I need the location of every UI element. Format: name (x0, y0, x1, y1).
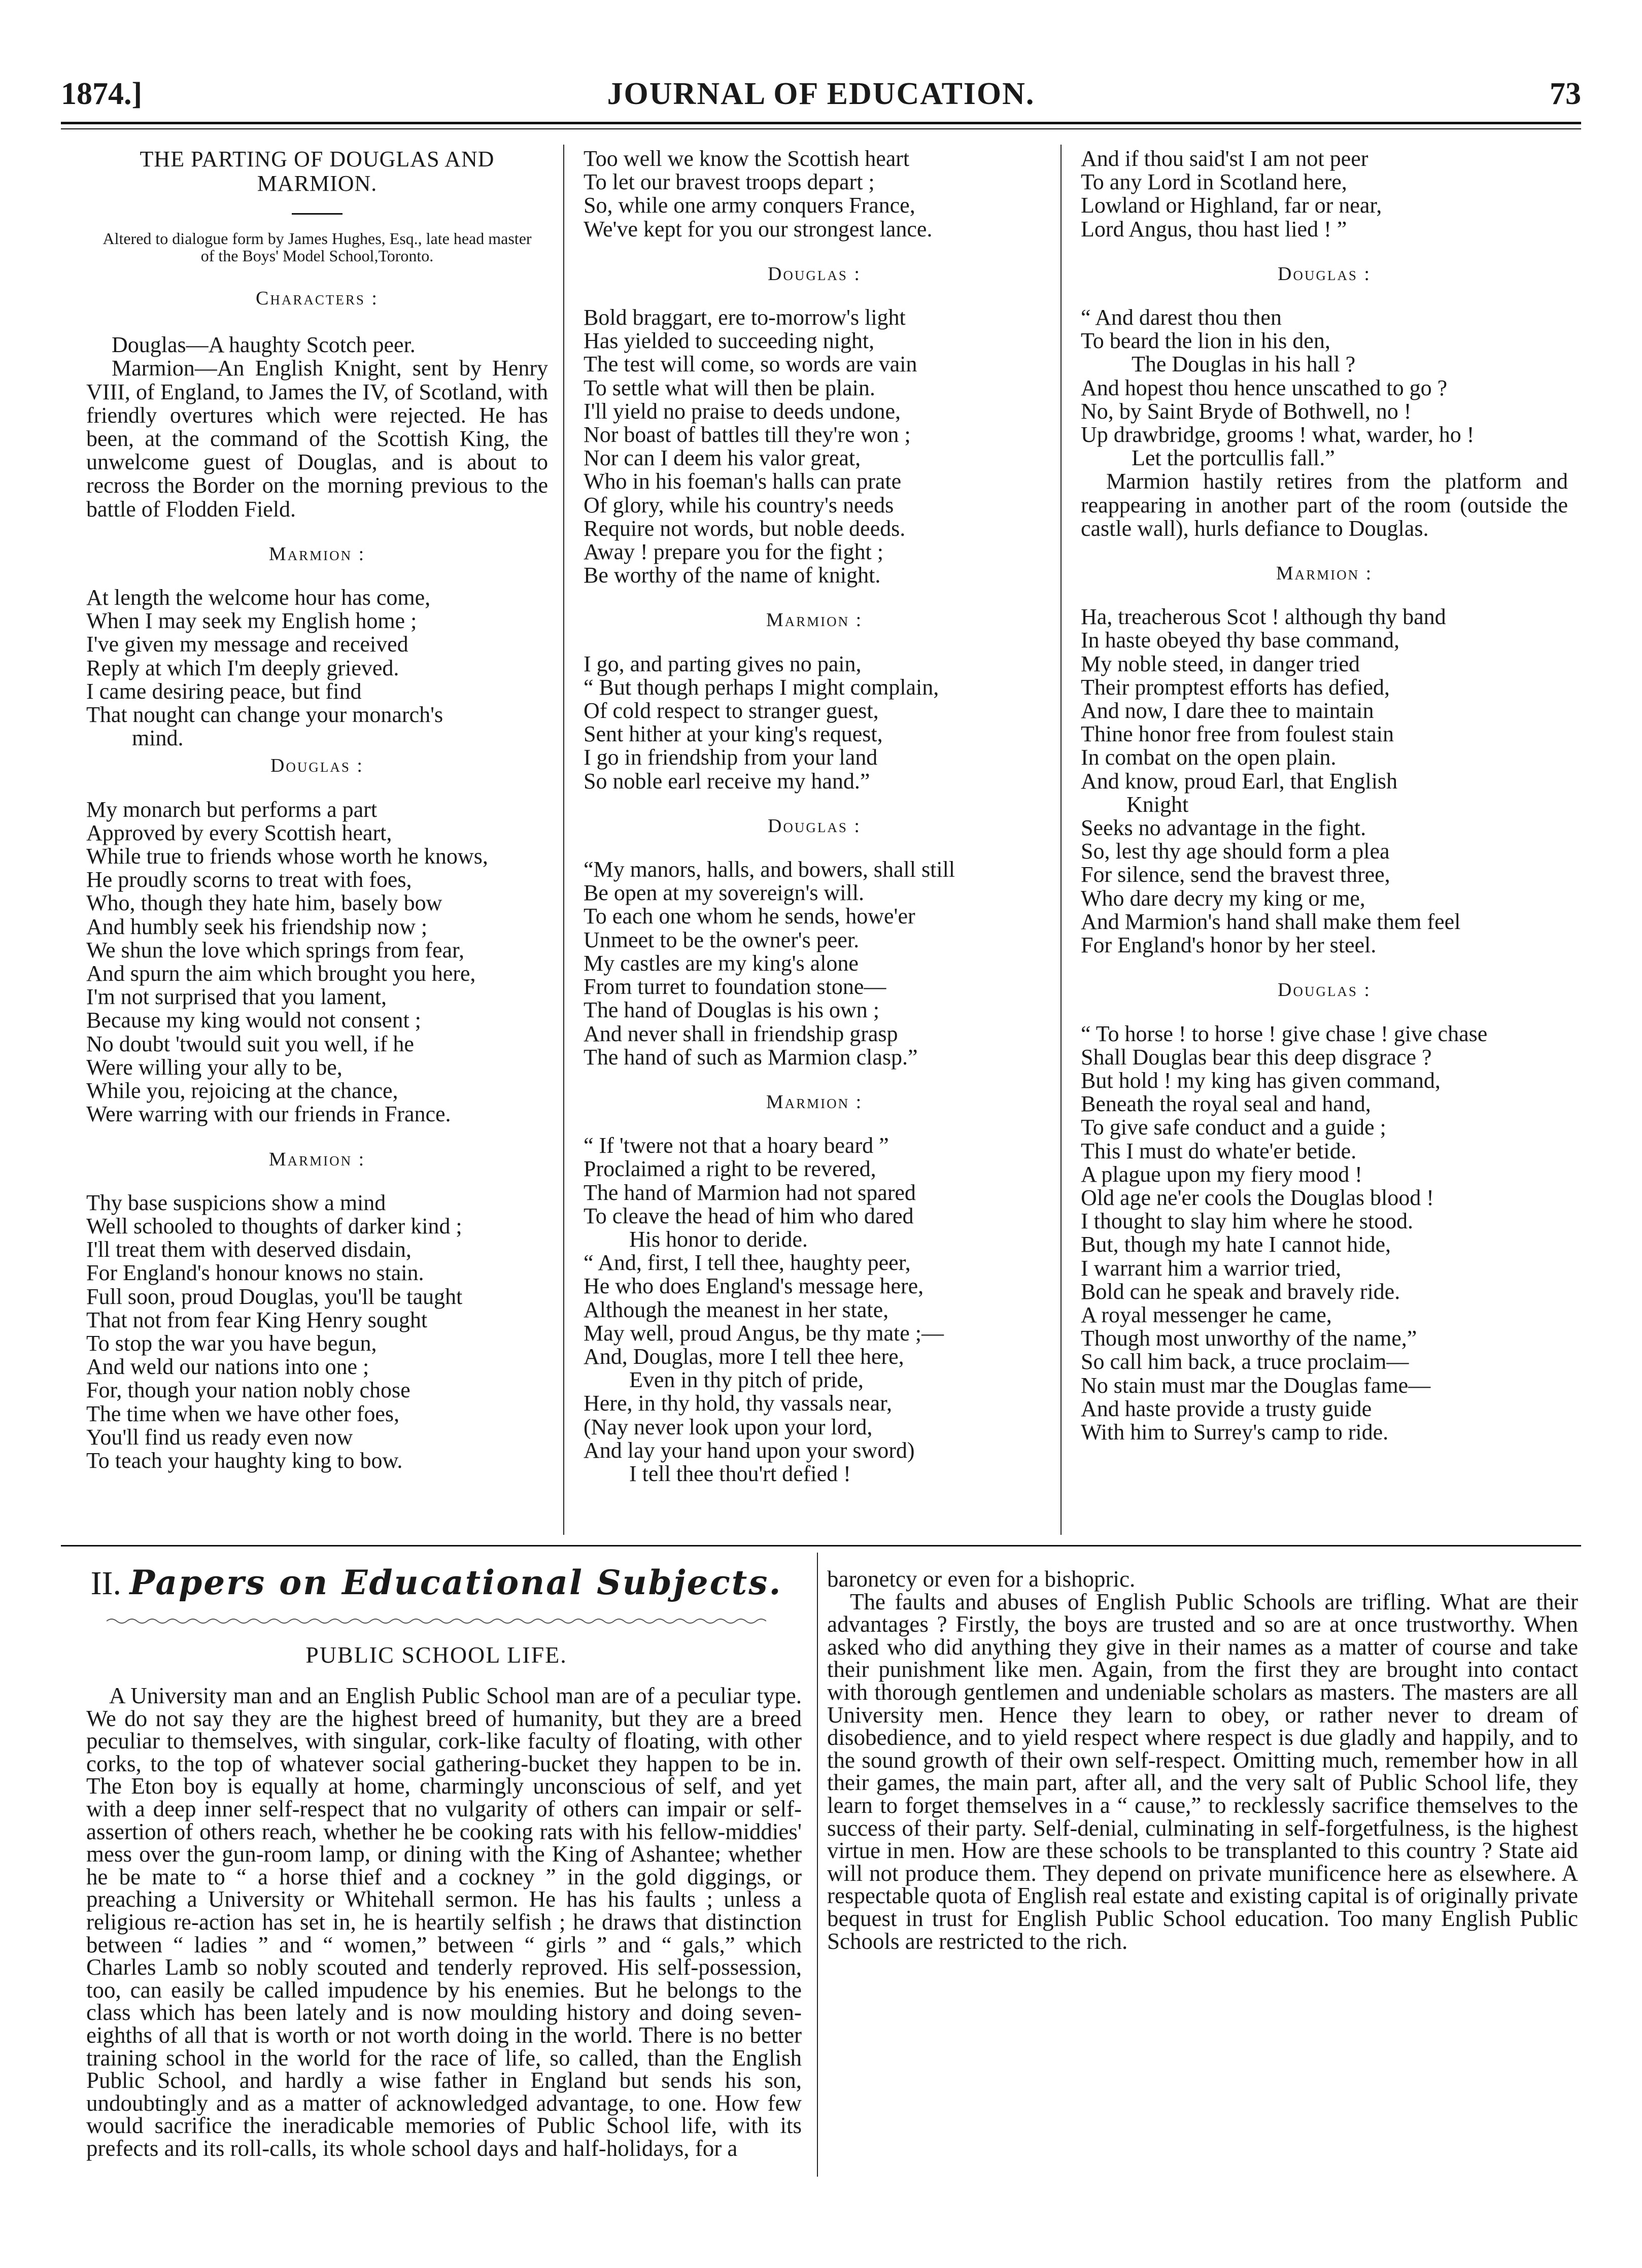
verse-line: And, Douglas, more I tell thee here, (584, 1344, 904, 1369)
verse-line: Beneath the royal seal and hand, (1081, 1091, 1371, 1117)
speaker-marmion: Marmion : (268, 543, 366, 565)
verse-line: (Nay never look upon your lord, (584, 1414, 873, 1439)
verse-line: Require not words, but noble deeds. (584, 516, 906, 541)
verse-line: Lord Angus, thou hast lied ! ” (1081, 216, 1347, 242)
verse-line: The time when we have other foes, (86, 1401, 399, 1426)
verse-line: I thought to slay him where he stood. (1081, 1209, 1414, 1234)
characters-heading: Characters : (256, 288, 379, 309)
stage-direction: Marmion hastily retires from the platform and reappearing in another part of the room (outside the castle wall), hurls defiance to Douglas. (1081, 469, 1568, 541)
verse-line: And humbly seek his friendship now ; (86, 914, 428, 939)
poem-column-3 (1081, 147, 1568, 1444)
character-marmion: Marmion—An English Knight, sent by Henry VIII, of England, to James the IV, of Scotland, with friendly overtures which were rejected. He has been, at the command of the Scottish King, the unwelcome guest of Douglas, and is about to recross the Border on the morning previous to the battle of Flodden Field. (86, 356, 548, 522)
verse-line: The hand of such as Marmion clasp.” (584, 1044, 918, 1070)
verse-line: The hand of Marmion had not spared (584, 1180, 916, 1205)
verse-line: Of cold respect to stranger guest, (584, 698, 879, 724)
column-divider-1 (563, 145, 564, 1535)
running-header (61, 76, 1581, 122)
character-douglas: Douglas—A haughty Scotch peer. (112, 332, 416, 358)
verse-line: Ha, treacherous Scot ! although thy band (1081, 604, 1446, 630)
verse-line: I'll treat them with deserved disdain, (86, 1237, 412, 1262)
article-paragraph-1: A University man and an English Public School man are of a peculiar type. We do not say they are the highest breed of humanity, but they are a breed peculiar to themselves, with singular, cork-like faculty of floating, with other corks, to the top of whatever social gathering-bucket they happen to be in. The Eton boy is equally at home, charmingly unconscious of self, and yet with a deep inner self-respect that no vulgarity of others can impair or self-assertion of others reach, whether he be cooking rats with his fellow-middies' mess over the gun-room lamp, or dining with the King of Ashantee; whether he be mate to “ a horse thief and a cockney ” in the gold diggings, or preaching a University or Whitehall sermon. He has his faults ; unless a religious re-action has set in, he is heartily selfish ; he draws that distinction between “ ladies ” and “ women,” between “ girls ” and “ gals,” which Charles Lamb so nobly scouted and tenderly reproved. His self-possession, too, can easily be called impudence by his enemies. But he belongs to the class which has been lately and is now moulding history and doing seven-eighths of all that is worth or not worth doing in the world. There is no better training school in the world for the race of life, so called, than the English Public School, and hardly a wise father in England but sends his son, undoubtingly and as a matter of acknowledged advantage, to one. How few would sacrifice the ineradicable memories of Public School life, with its prefects and its roll-calls, its whole school days and half-holidays, for a (86, 1685, 802, 2161)
stanza-4 (584, 306, 1045, 587)
verse-line: Nor boast of battles till they're won ; (584, 422, 911, 448)
verse-line: A royal messenger he came, (1081, 1302, 1332, 1327)
verse-line: At length the welcome hour has come, (86, 585, 431, 610)
verse-line: Bold can he speak and bravely ride. (1081, 1279, 1400, 1304)
stanza-3a (86, 1191, 548, 1472)
speaker-douglas: Douglas : (767, 815, 861, 837)
page-number: 73 (1550, 77, 1581, 111)
verse-line: Were willing your ally to be, (86, 1054, 343, 1080)
stanza-6 (584, 858, 1045, 1069)
verse-line: And haste provide a trusty guide (1081, 1396, 1372, 1421)
header-rule-thin (61, 128, 1581, 129)
verse-line: This I must do whate'er betide. (1081, 1138, 1357, 1163)
verse-line: Bold braggart, ere to-morrow's light (584, 305, 906, 330)
verse-line: I go, and parting gives no pain, (584, 651, 862, 676)
verse-line: I tell thee thou'rt defied ! (629, 1461, 851, 1486)
verse-line: We shun the love which springs from fear, (86, 937, 464, 963)
verse-line: To settle what will then be plain. (584, 375, 875, 400)
verse-line: I warrant him a warrior tried, (1081, 1255, 1342, 1281)
verse-line: Full soon, proud Douglas, you'll be taught (86, 1284, 463, 1309)
verse-line: He who does England's message here, (584, 1274, 924, 1299)
article-paragraph-1-continued: baronetcy or even for a bishopric. (827, 1568, 1136, 1592)
speaker-douglas: Douglas : (767, 263, 861, 285)
verse-line: To any Lord in Scotland here, (1081, 169, 1347, 195)
verse-line: A plague upon my fiery mood ! (1081, 1161, 1362, 1187)
verse-line: Although the meanest in her state, (584, 1297, 889, 1322)
section-title: Papers on Educational Subjects. (129, 1563, 782, 1602)
verse-line: And lay your hand upon your sword) (584, 1437, 915, 1463)
stanza-3b (584, 147, 1045, 241)
stanza-9 (1081, 605, 1568, 957)
verse-line: To let our bravest troops depart ; (584, 169, 875, 195)
verse-line: To stop the war you have begun, (86, 1330, 377, 1356)
verse-line: Nor can I deem his valor great, (584, 445, 861, 471)
verse-line: Has yielded to succeeding night, (584, 328, 875, 354)
verse-line: “ To horse ! to horse ! give chase ! give chase (1081, 1021, 1488, 1046)
verse-line: Be open at my sovereign's will. (584, 880, 864, 906)
verse-line: My noble steed, in danger tried (1081, 651, 1360, 676)
verse-line: And now, I dare thee to maintain (1081, 698, 1374, 724)
verse-line: So, lest thy age should form a plea (1081, 839, 1390, 864)
verse-line: From turret to foundation stone— (584, 974, 886, 1000)
verse-line: To teach your haughty king to bow. (86, 1448, 403, 1473)
poem-column-2 (584, 147, 1045, 1486)
verse-line: “ But though perhaps I might complain, (584, 674, 939, 700)
verse-line: That nought can change your monarch's (86, 702, 443, 728)
verse-line: I came desiring peace, but find (86, 678, 362, 704)
verse-line: Even in thy pitch of pride, (629, 1367, 864, 1393)
verse-line: His honor to deride. (629, 1226, 808, 1252)
stanza-5 (584, 652, 1045, 793)
speaker-douglas: Douglas : (1277, 263, 1371, 285)
article-column-2 (827, 1568, 1578, 2169)
verse-line: “My manors, halls, and bowers, shall still (584, 857, 955, 882)
verse-line: Seeks no advantage in the fight. (1081, 815, 1366, 841)
stanza-2 (86, 798, 548, 1126)
stanza-7b (1081, 147, 1568, 241)
verse-line: And hopest thou hence unscathed to go ? (1081, 375, 1448, 400)
stanza-8 (1081, 306, 1568, 470)
verse-line: Be worthy of the name of knight. (584, 563, 881, 588)
verse-line: May well, proud Angus, be thy mate ;— (584, 1320, 944, 1346)
verse-line: To each one whom he sends, howe'er (584, 904, 915, 929)
verse-line: Who in his foeman's halls can prate (584, 469, 902, 494)
verse-line: Shall Douglas bear this deep disgrace ? (1081, 1044, 1432, 1070)
verse-line: So noble earl receive my hand.” (584, 768, 870, 794)
speaker-douglas: Douglas : (1277, 979, 1371, 1001)
verse-line: Away ! prepare you for the fight ; (584, 539, 883, 565)
speaker-marmion: Marmion : (1276, 563, 1373, 585)
verse-line: Proclaimed a right to be revered, (584, 1156, 876, 1182)
verse-line: And weld our nations into one ; (86, 1354, 369, 1380)
verse-line: My monarch but performs a part (86, 797, 378, 822)
verse-line: With him to Surrey's camp to ride. (1081, 1419, 1389, 1445)
verse-line: Knight (1126, 792, 1189, 817)
verse-line: For silence, send the bravest three, (1081, 862, 1390, 887)
verse-line: Well schooled to thoughts of darker kind ; (86, 1213, 462, 1239)
verse-line: Though most unworthy of the name,” (1081, 1326, 1417, 1351)
stanza-10 (1081, 1022, 1568, 1445)
verse-line: Were warring with our friends in France. (86, 1102, 451, 1127)
verse-line: When I may seek my English home ; (86, 608, 417, 634)
verse-line: To give safe conduct and a guide ; (1081, 1115, 1386, 1140)
poem-title: THE PARTING OF DOUGLAS AND MARMION. (140, 147, 495, 196)
verse-line: Sent hither at your king's request, (584, 721, 883, 747)
speaker-marmion: Marmion : (766, 1091, 863, 1113)
verse-line: For England's honour knows no stain. (86, 1260, 424, 1286)
verse-line: Their promptest efforts has defied, (1081, 674, 1390, 700)
verse-line: While you, rejoicing at the chance, (86, 1078, 398, 1104)
wavy-rule (107, 1616, 766, 1626)
poem-credit: Altered to dialogue form by James Hughes, Esq., late head master of the Boys' Model School,Toronto. (102, 229, 532, 265)
verse-line: That not from fear King Henry sought (86, 1307, 428, 1332)
verse-line: In combat on the open plain. (1081, 745, 1337, 770)
verse-line: To cleave the head of him who dared (584, 1203, 914, 1228)
verse-line: And never shall in friendship grasp (584, 1021, 898, 1046)
page-date: 1874.] (61, 77, 143, 111)
speaker-douglas: Douglas : (270, 755, 364, 777)
speaker-marmion: Marmion : (766, 609, 863, 631)
verse-line: But hold ! my king has given command, (1081, 1068, 1441, 1093)
verse-line: Of glory, while his country's needs (584, 492, 894, 518)
verse-line: You'll find us ready even now (86, 1424, 353, 1450)
verse-line: Unmeet to be the owner's peer. (584, 927, 860, 952)
verse-line: Thine honor free from foulest stain (1081, 721, 1394, 747)
verse-line: And spurn the aim which brought you here, (86, 961, 476, 986)
article-title: PUBLIC SCHOOL LIFE. (305, 1642, 567, 1668)
verse-line: The test will come, so words are vain (584, 352, 917, 377)
verse-line: For, though your nation nobly chose (86, 1378, 410, 1403)
verse-line: Too well we know the Scottish heart (584, 146, 910, 171)
journal-title: JOURNAL OF EDUCATION. (607, 77, 1035, 111)
verse-line: Thy base suspicions show a mind (86, 1190, 386, 1215)
verse-line: “ And, first, I tell thee, haughty peer, (584, 1250, 911, 1276)
verse-line: mind. (132, 726, 184, 751)
verse-line: Who, though they hate him, basely bow (86, 890, 442, 916)
verse-line: Because my king would not consent ; (86, 1008, 421, 1033)
verse-line: My castles are my king's alone (584, 950, 859, 976)
verse-line: And know, proud Earl, that English (1081, 768, 1398, 794)
verse-line: The Douglas in his hall ? (1132, 352, 1356, 377)
verse-line: And Marmion's hand shall make them feel (1081, 909, 1461, 934)
verse-line: Let the portcullis fall.” (1132, 445, 1335, 471)
verse-line: Here, in thy hold, thy vassals near, (584, 1391, 892, 1416)
verse-line: He proudly scorns to treat with foes, (86, 867, 412, 892)
verse-line: Reply at which I'm deeply grieved. (86, 655, 399, 680)
verse-line: For England's honor by her steel. (1081, 933, 1377, 958)
verse-line: Who dare decry my king or me, (1081, 885, 1365, 911)
verse-line: So call him back, a truce proclaim— (1081, 1349, 1409, 1374)
stanza-7a (584, 1134, 1045, 1486)
verse-line: Lowland or Highland, far or near, (1081, 193, 1382, 218)
title-rule (292, 213, 343, 215)
stanza-1 (86, 586, 548, 750)
section-number: II. (90, 1565, 122, 1602)
verse-line: I'm not surprised that you lament, (86, 984, 387, 1010)
verse-line: Up drawbridge, grooms ! what, warder, ho ! (1081, 422, 1475, 448)
verse-line: I've given my message and received (86, 632, 408, 657)
poem-column-1 (86, 147, 548, 1472)
speaker-marmion: Marmion : (268, 1148, 366, 1170)
verse-line: “ And darest thou then (1081, 305, 1282, 330)
article-column-1 (86, 1685, 802, 2167)
verse-line: To beard the lion in his den, (1081, 328, 1330, 354)
verse-line: No stain must mar the Douglas fame— (1081, 1372, 1431, 1398)
header-rule-thick (61, 122, 1581, 124)
verse-line: I'll yield no praise to deeds undone, (584, 398, 901, 424)
verse-line: The hand of Douglas is his own ; (584, 998, 879, 1023)
verse-line: No, by Saint Bryde of Bothwell, no ! (1081, 398, 1412, 424)
section-separator (61, 1545, 1581, 1547)
verse-line: Approved by every Scottish heart, (86, 820, 392, 845)
verse-line: In haste obeyed thy base command, (1081, 628, 1400, 653)
section-heading (61, 1563, 812, 1603)
verse-line: And if thou said'st I am not peer (1081, 146, 1369, 171)
verse-line: But, though my hate I cannot hide, (1081, 1232, 1391, 1257)
article-paragraph-2: The faults and abuses of English Public Schools are trifling. What are their advantages ? Firstly, the boys are trusted and so are at once trustworthy. When asked who did anything they give in their names as a matter of course and take their punishment like men. Again, from the first they are brought into contact with thorough gentlemen and undeniable scholars as masters. The masters are all University men. Hence they learn to obey, or rather never to dream of disobedience, and to yield respect where respect is due gladly and happily, and to the sound growth of their own self-respect. Omitting much, remember how in all their games, the main part, after all, and the very salt of Public School life, they learn to forget themselves in a “ cause,” to recklessly sacrifice themselves to the success of their party. Self-denial, culminating in self-forgetfulness, is the highest virtue in men. How are these schools to be transplanted to this country ? State aid will not produce them. They depend on private munificence here as elsewhere. A respectable quota of English real estate and existing capital is of originally private bequest in trust for English Public School education. Too many English Public Schools are restricted to the rich. (827, 1589, 1578, 1954)
verse-line: No doubt 'twould suit you well, if he (86, 1031, 414, 1056)
verse-line: “ If 'twere not that a hoary beard ” (584, 1133, 889, 1158)
verse-line: I go in friendship from your land (584, 745, 878, 770)
verse-line: We've kept for you our strongest lance. (584, 216, 933, 242)
column-divider-3 (817, 1553, 818, 2177)
verse-line: So, while one army conquers France, (584, 193, 915, 218)
column-divider-2 (1061, 145, 1062, 1535)
verse-line: Old age ne'er cools the Douglas blood ! (1081, 1185, 1434, 1210)
verse-line: While true to friends whose worth he knows, (86, 844, 488, 869)
